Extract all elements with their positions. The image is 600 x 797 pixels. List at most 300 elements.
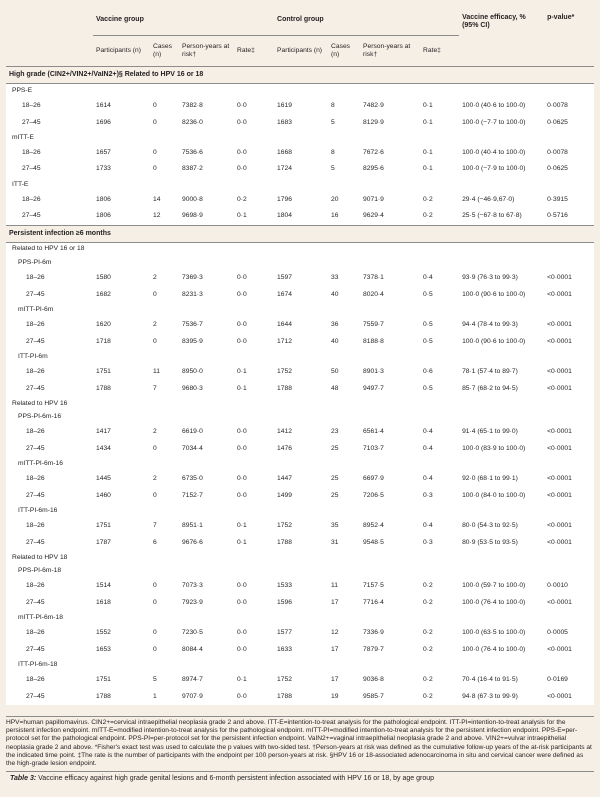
vaccine-participants-cell: 1434 xyxy=(96,444,111,452)
table-row xyxy=(6,363,594,380)
p-value-cell: <0·0001 xyxy=(547,645,572,653)
table-row xyxy=(6,641,594,658)
analysis-set-row xyxy=(6,611,594,624)
control-participants-header: Participants (n) xyxy=(277,46,323,54)
age-group-label: 27–45 xyxy=(26,692,45,700)
vaccine-cases-cell: 2 xyxy=(153,320,157,328)
subgroup-label: Related to HPV 18 xyxy=(12,553,68,561)
efficacy-cell: 92·0 (68·1 to 99·1) xyxy=(462,474,518,482)
control-cases-cell: 36 xyxy=(331,320,339,328)
subgroup-label: ITT-E xyxy=(12,180,29,188)
efficacy-cell: 100·0 (59·7 to 100·0) xyxy=(462,581,526,589)
p-value-cell: <0·0001 xyxy=(547,521,572,529)
age-group-label: 27–45 xyxy=(26,290,45,298)
analysis-set-row xyxy=(6,457,594,470)
p-value-cell: <0·0001 xyxy=(547,273,572,281)
vaccine-participants-cell: 1751 xyxy=(96,367,111,375)
analysis-set-label: mITT-PI-6m-16 xyxy=(18,459,63,467)
control-cases-cell: 31 xyxy=(331,538,339,546)
vaccine-person-years-cell: 6619·0 xyxy=(182,427,203,435)
vaccine-participants-cell: 1788 xyxy=(96,692,111,700)
vaccine-cases-cell: 0 xyxy=(153,491,157,499)
table-row xyxy=(6,286,594,303)
control-participants-cell: 1644 xyxy=(277,320,292,328)
vaccine-rate-cell: 0·1 xyxy=(237,675,247,683)
efficacy-cell: 100·0 (90·6 to 100·0) xyxy=(462,290,526,298)
vaccine-person-years-cell: 7230·5 xyxy=(182,628,203,636)
subgroup-row xyxy=(6,131,594,144)
vaccine-rate-cell: 0·0 xyxy=(237,692,247,700)
control-person-years-cell: 7206·5 xyxy=(363,491,384,499)
efficacy-cell: 85·7 (68·2 to 94·5) xyxy=(462,384,518,392)
vaccine-person-years-cell: 8974·7 xyxy=(182,675,203,683)
control-participants-cell: 1447 xyxy=(277,474,292,482)
control-person-years-cell: 9585·7 xyxy=(363,692,384,700)
control-rate-cell: 0·2 xyxy=(423,195,433,203)
vaccine-person-years-cell: 6735·0 xyxy=(182,474,203,482)
section-body xyxy=(6,242,594,705)
vaccine-cases-cell: 0 xyxy=(153,581,157,589)
control-cases-cell: 11 xyxy=(331,581,338,589)
table-row xyxy=(6,97,594,114)
control-participants-cell: 1788 xyxy=(277,538,292,546)
control-rate-cell: 0·2 xyxy=(423,645,433,653)
vaccine-person-years-cell: 9680·3 xyxy=(182,384,203,392)
vaccine-rate-cell: 0·0 xyxy=(237,290,247,298)
vaccine-rate-cell: 0·1 xyxy=(237,367,247,375)
control-cases-cell: 25 xyxy=(331,491,339,499)
p-value-cell: <0·0001 xyxy=(547,474,572,482)
analysis-set-label: mITT-PI-6m-18 xyxy=(18,613,63,621)
vaccine-person-years-cell: 9698·9 xyxy=(182,212,203,220)
efficacy-cell: 70·4 (16·4 to 91·5) xyxy=(462,675,518,683)
age-group-label: 18–26 xyxy=(26,320,45,328)
control-participants-cell: 1788 xyxy=(277,384,292,392)
control-participants-cell: 1476 xyxy=(277,444,292,452)
efficacy-cell: 100·0 (63·5 to 100·0) xyxy=(462,628,526,636)
control-person-years-cell: 9548·5 xyxy=(363,538,384,546)
control-rate-cell: 0·6 xyxy=(423,367,433,375)
table-footnote: HPV=human papillomavirus. CIN2+=cervical intraepithelial neoplasia grade 2 and above. ITT-E=intention-to-treat analysis for the pathological endpoint. ITT-PI=intention-to-treat analysis for the persistent infection endpoint. mITT-E=modified intention-to-treat analysis for the pathological endpoint. mITT-PI=modified intention-to-treat analysis for the persistent infection endpoint. PPS-E=per-protocol set for the pathological endpoint. PPS-PI=per-protocol set for the persistent infection endpoint. VaIN2+=vaginal intraepithelial neoplasia grade 2 and above. VIN2+=vulvar intraepithelial neoplasia grade 2 and above. *Fisher's exact test was used to calculate the p values with two-sided test. †Person-years at risk was defined as the cumulative follow-up years of the at-risk participants at the indicated time point. ‡The rate is the number of participants with the endpoint per 100 person-years at risk. §HPV 16 or 18-associated adenocarcinoma in situ and cervical cancer were defined as the high-grade lesion endpoint. xyxy=(6,716,594,768)
control-participants-cell: 1683 xyxy=(277,118,292,126)
table-row xyxy=(6,470,594,487)
control-rate-cell: 0·3 xyxy=(423,491,433,499)
section-heading-row xyxy=(6,67,594,84)
efficacy-cell: 100·0 (40·6 to 100·0) xyxy=(462,101,526,109)
analysis-set-label: PPS-PI-6m xyxy=(18,258,52,266)
control-rate-cell: 0·5 xyxy=(423,320,433,328)
efficacy-cell: 94·4 (78·4 to 99·3) xyxy=(462,320,518,328)
age-group-label: 27–45 xyxy=(22,118,41,126)
table-row xyxy=(6,333,594,350)
table-row xyxy=(6,423,594,440)
control-rate-cell: 0·3 xyxy=(423,538,433,546)
efficacy-cell: 94·8 (67·3 to 99·9) xyxy=(462,692,518,700)
control-rate-cell: 0·2 xyxy=(423,212,433,220)
vaccine-person-years-cell: 8950·0 xyxy=(182,367,203,375)
subgroup-row xyxy=(6,551,594,564)
age-group-label: 27–45 xyxy=(26,645,45,653)
efficacy-cell: 100·0 (−7·9 to 100·0) xyxy=(462,165,526,173)
analysis-set-label: mITT-PI-6m xyxy=(18,305,54,313)
table-row xyxy=(6,577,594,594)
efficacy-cell: 93·9 (76·3 to 99·3) xyxy=(462,273,518,281)
control-participants-cell: 1412 xyxy=(277,427,292,435)
vaccine-cases-cell: 11 xyxy=(153,367,160,375)
p-value-cell: 0·3915 xyxy=(547,195,568,203)
vaccine-person-years-cell: 9000·8 xyxy=(182,195,203,203)
vaccine-participants-cell: 1653 xyxy=(96,645,111,653)
age-group-label: 27–45 xyxy=(26,384,45,392)
control-cases-cell: 5 xyxy=(331,118,335,126)
table-row xyxy=(6,594,594,611)
table-row xyxy=(6,517,594,534)
control-rate-cell: 0·4 xyxy=(423,444,433,452)
vaccine-rate-cell: 0·0 xyxy=(237,320,247,328)
vaccine-cases-cell: 7 xyxy=(153,521,157,529)
table-row xyxy=(6,161,594,178)
efficacy-cell: 80·0 (54·3 to 92·5) xyxy=(462,521,518,529)
p-value-cell: 0·0625 xyxy=(547,165,568,173)
control-rate-cell: 0·1 xyxy=(423,165,433,173)
control-cases-cell: 23 xyxy=(331,427,339,435)
caption-label: Table 3: xyxy=(10,775,37,782)
vaccine-cases-cell: 2 xyxy=(153,427,157,435)
efficacy-cell: 100·0 (83·9 to 100·0) xyxy=(462,444,526,452)
vaccine-person-years-cell: 7536·7 xyxy=(182,320,203,328)
vaccine-participants-cell: 1614 xyxy=(96,101,111,109)
vaccine-person-years-cell: 9707·9 xyxy=(182,692,203,700)
control-person-years-cell: 7672·6 xyxy=(363,148,384,156)
vaccine-participants-header: Participants (n) xyxy=(96,46,141,54)
control-participants-cell: 1788 xyxy=(277,692,292,700)
control-cases-cell: 17 xyxy=(331,645,339,653)
control-person-years-cell: 8952·4 xyxy=(363,521,384,529)
subgroup-row xyxy=(6,242,594,256)
vaccine-rate-cell: 0·0 xyxy=(237,148,247,156)
control-group-header: Control group xyxy=(274,5,459,36)
vaccine-person-years-cell: 9676·6 xyxy=(182,538,203,546)
p-value-cell: <0·0001 xyxy=(547,491,572,499)
control-participants-cell: 1712 xyxy=(277,337,292,345)
control-rate-cell: 0·4 xyxy=(423,521,433,529)
analysis-set-row xyxy=(6,256,594,269)
vaccine-participants-cell: 1682 xyxy=(96,290,111,298)
vaccine-cases-cell: 0 xyxy=(153,148,157,156)
control-cases-cell: 40 xyxy=(331,290,339,298)
control-rate-cell: 0·1 xyxy=(423,148,433,156)
age-group-label: 27–45 xyxy=(22,165,41,173)
section-heading-group xyxy=(6,225,594,242)
control-rate-cell: 0·5 xyxy=(423,384,433,392)
vaccine-cases-cell: 0 xyxy=(153,337,157,345)
control-rate-cell: 0·2 xyxy=(423,581,433,589)
age-group-label: 18–26 xyxy=(26,367,45,375)
p-value-cell: 0·0078 xyxy=(547,148,568,156)
vaccine-rate-cell: 0·0 xyxy=(237,474,247,482)
caption-text: Vaccine efficacy against high grade genital lesions and 6-month persistent infection associated with HPV 16 or 18, by age group xyxy=(36,775,435,782)
vaccine-rate-cell: 0·0 xyxy=(237,118,247,126)
vaccine-participants-cell: 1618 xyxy=(96,598,111,606)
control-participants-cell: 1633 xyxy=(277,645,292,653)
control-participants-cell: 1752 xyxy=(277,675,292,683)
control-participants-cell: 1533 xyxy=(277,581,292,589)
age-group-label: 27–45 xyxy=(26,598,45,606)
control-person-years-cell: 8129·9 xyxy=(363,118,384,126)
control-rate-cell: 0·5 xyxy=(423,290,433,298)
age-group-label: 27–45 xyxy=(26,491,45,499)
p-value-cell: <0·0001 xyxy=(547,692,572,700)
analysis-set-row xyxy=(6,504,594,517)
vaccine-rate-cell: 0·1 xyxy=(237,384,247,392)
control-person-years-cell: 9497·7 xyxy=(363,384,384,392)
control-person-years-cell: 7336·9 xyxy=(363,628,384,636)
vaccine-person-years-cell: 7923·9 xyxy=(182,598,203,606)
table-row xyxy=(6,487,594,504)
p-value-cell: <0·0001 xyxy=(547,337,572,345)
analysis-set-label: PPS-PI-6m-16 xyxy=(18,412,62,420)
vaccine-person-years-cell: 8236·0 xyxy=(182,118,203,126)
vaccine-cases-cell: 5 xyxy=(153,675,157,683)
control-person-years-cell: 7716·4 xyxy=(363,598,384,606)
age-group-label: 18–26 xyxy=(26,675,45,683)
age-group-label: 27–45 xyxy=(26,337,45,345)
analysis-set-label: PPS-PI-6m-18 xyxy=(18,566,62,574)
control-rate-cell: 0·1 xyxy=(423,101,433,109)
p-value-cell: 0·0169 xyxy=(547,675,568,683)
vaccine-cases-cell: 0 xyxy=(153,444,157,452)
p-value-cell: <0·0001 xyxy=(547,427,572,435)
vaccine-participants-cell: 1657 xyxy=(96,148,111,156)
vaccine-person-years-cell: 8084·4 xyxy=(182,645,203,653)
p-value-cell: 0·0078 xyxy=(547,101,568,109)
vaccine-person-years-cell: 8231·3 xyxy=(182,290,203,298)
vaccine-participants-cell: 1751 xyxy=(96,521,111,529)
control-cases-cell: 48 xyxy=(331,384,339,392)
efficacy-cell: 100·0 (90·6 to 100·0) xyxy=(462,337,526,345)
age-group-label: 18–26 xyxy=(22,195,41,203)
vaccine-rate-cell: 0·0 xyxy=(237,427,247,435)
vaccine-participants-cell: 1806 xyxy=(96,212,111,220)
vaccine-rate-cell: 0·1 xyxy=(237,212,247,220)
control-person-years-cell: 9629·4 xyxy=(363,212,384,220)
table-row xyxy=(6,316,594,333)
control-participants-cell: 1619 xyxy=(277,101,292,109)
vaccine-group-header: Vaccine group xyxy=(93,5,274,36)
vaccine-cases-cell: 0 xyxy=(153,101,157,109)
section-heading-row xyxy=(6,225,594,242)
control-cases-cell: 17 xyxy=(331,675,339,683)
table-row xyxy=(6,380,594,397)
subgroup-row xyxy=(6,84,594,98)
control-person-years-cell: 7879·7 xyxy=(363,645,384,653)
control-participants-cell: 1674 xyxy=(277,290,292,298)
control-person-years-cell: 7378·1 xyxy=(363,273,384,281)
vaccine-participants-cell: 1806 xyxy=(96,195,111,203)
vaccine-participants-cell: 1788 xyxy=(96,384,111,392)
control-person-years-cell: 8901·3 xyxy=(363,367,384,375)
control-cases-cell: 40 xyxy=(331,337,339,345)
control-participants-cell: 1796 xyxy=(277,195,292,203)
analysis-set-row xyxy=(6,658,594,671)
vaccine-rate-cell: 0·0 xyxy=(237,444,247,452)
vaccine-participants-cell: 1751 xyxy=(96,675,111,683)
control-rate-cell: 0·5 xyxy=(423,337,433,345)
control-rate-header: Rate‡ xyxy=(423,46,441,54)
analysis-set-row xyxy=(6,303,594,316)
vaccine-rate-cell: 0·0 xyxy=(237,645,247,653)
age-group-label: 18–26 xyxy=(22,148,41,156)
control-cases-cell: 20 xyxy=(331,195,339,203)
vaccine-cases-cell: 0 xyxy=(153,118,157,126)
p-value-cell: <0·0001 xyxy=(547,444,572,452)
control-person-years-cell: 9071·9 xyxy=(363,195,384,203)
efficacy-cell: 91·4 (65·1 to 99·0) xyxy=(462,427,518,435)
analysis-set-row xyxy=(6,564,594,577)
p-value-cell: <0·0001 xyxy=(547,290,572,298)
vaccine-rate-cell: 0·0 xyxy=(237,598,247,606)
control-rate-cell: 0·2 xyxy=(423,692,433,700)
control-participants-cell: 1724 xyxy=(277,165,292,173)
efficacy-cell: 100·0 (−7·7 to 100·0) xyxy=(462,118,526,126)
vaccine-rate-cell: 0·0 xyxy=(237,165,247,173)
efficacy-cell: 25·5 (−67·8 to 67·8) xyxy=(462,212,522,220)
age-group-label: 27–45 xyxy=(22,212,41,220)
vaccine-participants-cell: 1718 xyxy=(96,337,111,345)
control-person-years-cell: 6561·4 xyxy=(363,427,384,435)
vaccine-rate-cell: 0·0 xyxy=(237,628,247,636)
efficacy-cell: 100·0 (40·4 to 100·0) xyxy=(462,148,526,156)
table-row xyxy=(6,114,594,131)
vaccine-participants-cell: 1552 xyxy=(96,628,111,636)
table-row xyxy=(6,534,594,551)
age-group-label: 18–26 xyxy=(26,581,45,589)
table-row xyxy=(6,624,594,641)
vaccine-cases-cell: 0 xyxy=(153,290,157,298)
vaccine-rate-cell: 0·1 xyxy=(237,521,247,529)
efficacy-header: Vaccine efficacy, % (95% CI) xyxy=(462,14,526,30)
vaccine-cases-cell: 7 xyxy=(153,384,157,392)
age-group-label: 18–26 xyxy=(26,474,45,482)
p-value-cell: 0·0010 xyxy=(547,581,568,589)
vaccine-cases-cell: 14 xyxy=(153,195,161,203)
analysis-set-row xyxy=(6,350,594,363)
subgroup-label: Related to HPV 16 or 18 xyxy=(12,245,85,253)
efficacy-cell: 29·4 (−46·9,67·0) xyxy=(462,195,515,203)
control-participants-cell: 1804 xyxy=(277,212,292,220)
control-cases-cell: 33 xyxy=(331,273,339,281)
control-cases-cell: 5 xyxy=(331,165,335,173)
vaccine-cases-cell: 6 xyxy=(153,538,157,546)
vaccine-rate-cell: 0·0 xyxy=(237,337,247,345)
analysis-set-label: ITT-PI-6m-16 xyxy=(18,506,58,514)
control-rate-cell: 0·2 xyxy=(423,675,433,683)
control-rate-cell: 0·4 xyxy=(423,474,433,482)
vaccine-cases-cell: 0 xyxy=(153,165,157,173)
age-group-label: 18–26 xyxy=(26,427,45,435)
control-cases-cell: 8 xyxy=(331,101,335,109)
vaccine-cases-cell: 2 xyxy=(153,474,157,482)
table-row xyxy=(6,191,594,208)
p-value-cell: 0·0625 xyxy=(547,118,568,126)
efficacy-cell: 80·9 (53·5 to 93·5) xyxy=(462,538,518,546)
age-group-label: 18–26 xyxy=(26,273,45,281)
vaccine-person-years-cell: 7382·8 xyxy=(182,101,203,109)
table-row xyxy=(6,440,594,457)
table-row xyxy=(6,144,594,161)
vaccine-person-years-cell: 7369·3 xyxy=(182,273,203,281)
control-participants-cell: 1499 xyxy=(277,491,292,499)
table-row xyxy=(6,671,594,688)
control-cases-cell: 35 xyxy=(331,521,339,529)
analysis-set-label: ITT-PI-6m-18 xyxy=(18,660,58,668)
vaccine-participants-cell: 1580 xyxy=(96,273,111,281)
vaccine-cases-cell: 1 xyxy=(153,692,157,700)
p-value-cell: <0·0001 xyxy=(547,320,572,328)
control-cases-cell: 25 xyxy=(331,444,339,452)
vaccine-person-years-cell: 7536·6 xyxy=(182,148,203,156)
p-value-cell: <0·0001 xyxy=(547,598,572,606)
vaccine-rate-cell: 0·1 xyxy=(237,538,247,546)
control-person-years-header: Person-years at risk† xyxy=(363,42,411,58)
control-person-years-cell: 7157·5 xyxy=(363,581,384,589)
control-participants-cell: 1752 xyxy=(277,367,292,375)
subgroup-label: mITT-E xyxy=(12,133,34,141)
vaccine-cases-cell: 2 xyxy=(153,273,157,281)
control-person-years-cell: 7103·7 xyxy=(363,444,384,452)
efficacy-cell: 100·0 (76·4 to 100·0) xyxy=(462,598,526,606)
control-rate-cell: 0·4 xyxy=(423,427,433,435)
vaccine-rate-cell: 0·0 xyxy=(237,273,247,281)
control-cases-cell: 12 xyxy=(331,628,339,636)
control-participants-cell: 1577 xyxy=(277,628,292,636)
section-title: High grade (CIN2+/VIN2+/VaIN2+)§ Related to HPV 16 or 18 xyxy=(6,67,594,84)
subgroup-row xyxy=(6,397,594,410)
age-group-label: 27–45 xyxy=(26,538,45,546)
control-rate-cell: 0·4 xyxy=(423,273,433,281)
control-person-years-cell: 8295·6 xyxy=(363,165,384,173)
p-value-cell: 0·0005 xyxy=(547,628,568,636)
table-row xyxy=(6,208,594,225)
table-row xyxy=(6,269,594,286)
control-cases-cell: 16 xyxy=(331,212,339,220)
p-value-cell: 0·5716 xyxy=(547,212,568,220)
vaccine-participants-cell: 1417 xyxy=(96,427,111,435)
section-title: Persistent infection ≥6 months xyxy=(6,225,594,242)
p-value-cell: <0·0001 xyxy=(547,538,572,546)
vaccine-participants-cell: 1620 xyxy=(96,320,111,328)
vaccine-person-years-cell: 7034·4 xyxy=(182,444,203,452)
subgroup-label: PPS-E xyxy=(12,86,33,94)
age-group-label: 18–26 xyxy=(26,521,45,529)
pvalue-header: p-value* xyxy=(547,14,575,21)
header-row-groups xyxy=(6,5,594,36)
efficacy-cell: 100·0 (76·4 to 100·0) xyxy=(462,645,526,653)
control-person-years-cell: 7559·7 xyxy=(363,320,384,328)
vaccine-person-years-cell: 7073·3 xyxy=(182,581,203,589)
control-person-years-cell: 8188·8 xyxy=(363,337,384,345)
p-value-cell: <0·0001 xyxy=(547,384,572,392)
vaccine-cases-cell: 0 xyxy=(153,628,157,636)
efficacy-cell: 100·0 (84·0 to 100·0) xyxy=(462,491,526,499)
vaccine-person-years-header: Person-years at risk† xyxy=(182,42,230,58)
control-participants-cell: 1597 xyxy=(277,273,292,281)
vaccine-rate-cell: 0·0 xyxy=(237,581,247,589)
table-row xyxy=(6,688,594,705)
vaccine-rate-cell: 0·0 xyxy=(237,101,247,109)
control-participants-cell: 1752 xyxy=(277,521,292,529)
control-rate-cell: 0·1 xyxy=(423,118,433,126)
